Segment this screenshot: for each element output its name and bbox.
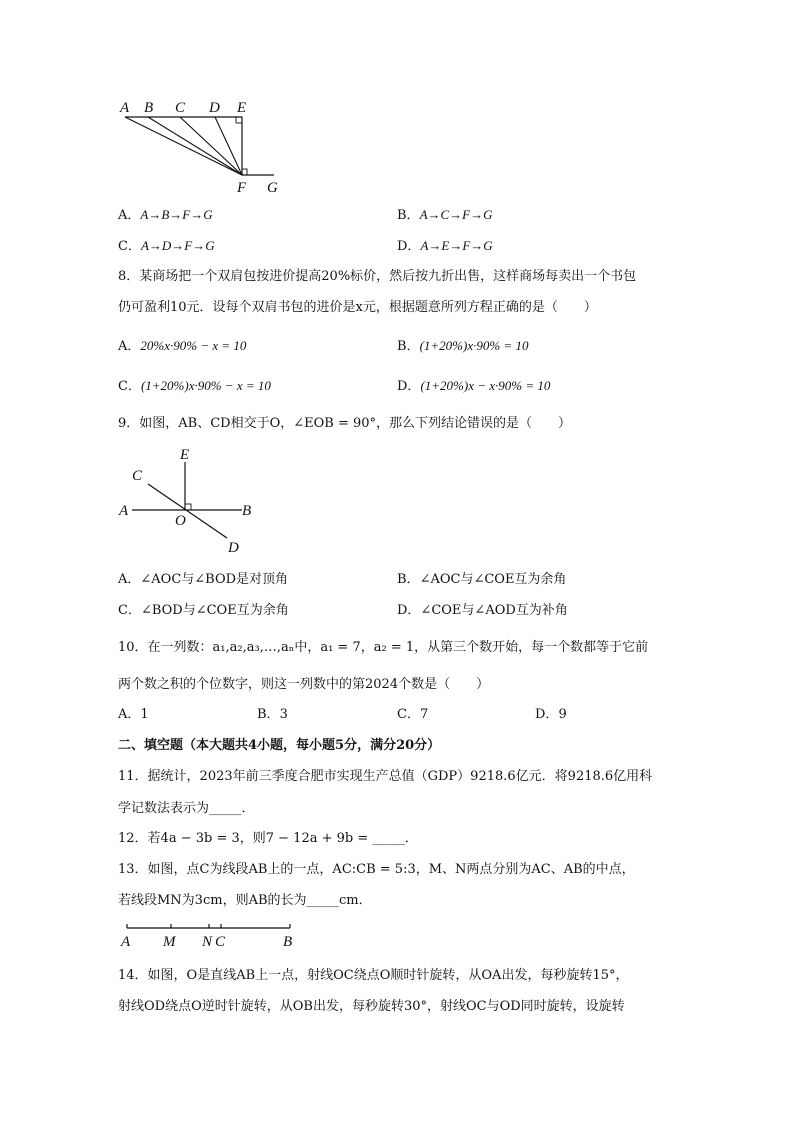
q8-option-b: B．(1+20%)x·90% = 10	[397, 338, 529, 354]
q11-stem-line2: 学记数法表示为_____．	[118, 801, 255, 816]
q9-stem: 9．如图，AB、CD相交于O，∠EOB = 90°，那么下列结论错误的是（ ）	[118, 416, 572, 431]
q14-stem-line2: 射线OD绕点O逆时针旋转，从OB出发，每秒旋转30°，射线OC与OD同时旋转，设旋转	[118, 999, 625, 1014]
label-c: C	[132, 468, 143, 484]
q8-option-c: C．(1+20%)x·90% − x = 10	[118, 378, 271, 394]
label-b: B	[144, 100, 154, 116]
label-a: A	[119, 503, 129, 519]
q9-option-a: A．∠AOC与∠BOD是对顶角	[118, 572, 289, 587]
label-n: N	[202, 934, 213, 950]
q7-option-b: B．A→C→F→G	[397, 207, 493, 223]
label-o: O	[175, 513, 186, 529]
label-a: A	[121, 934, 131, 950]
label-b: B	[242, 503, 252, 519]
label-d: D	[209, 100, 220, 116]
q8-option-a: A．20%x·90% − x = 10	[118, 338, 247, 354]
label-e: E	[237, 100, 247, 116]
q10-stem-line2: 两个数之积的个位数字，则这一列数中的第2024个数是（ ）	[118, 677, 490, 692]
q7-option-d: D．A→E→F→G	[397, 238, 493, 254]
q11-stem-line1: 11．据统计，2023年前三季度合肥市实现生产总值（GDP）9218.6亿元．将9218.6亿用科	[118, 769, 653, 784]
label-f: F	[237, 180, 247, 196]
q10-option-b: B．3	[257, 707, 288, 722]
section-heading: 二、填空题（本大题共4小题，每小题5分，满分20分）	[118, 738, 441, 753]
q8-stem-line1: 8．某商场把一个双肩包按进价提高20%标价，然后按九折出售，这样商场每卖出一个书包	[118, 269, 637, 284]
q10-option-d: D．9	[535, 707, 567, 722]
q10-stem-line1: 10．在一列数：a₁,a₂,a₃,…,aₙ中，a₁ = 7，a₂ = 1，从第三个数开始，每一个数都等于它前	[118, 640, 649, 655]
q7-figure	[116, 96, 286, 196]
q9-figure	[116, 444, 266, 556]
q13-figure	[116, 918, 306, 952]
label-c: C	[215, 934, 226, 950]
q7-option-a: A．A→B→F→G	[118, 207, 213, 223]
label-d: D	[228, 540, 239, 556]
q8-option-d: D．(1+20%)x − x·90% = 10	[397, 378, 551, 394]
q9-option-c: C．∠BOD与∠COE互为余角	[118, 603, 289, 618]
label-g: G	[267, 180, 278, 196]
q7-option-c: C．A→D→F→G	[118, 238, 215, 254]
label-m: M	[163, 934, 176, 950]
q10-option-c: C．7	[397, 707, 429, 722]
label-b: B	[283, 934, 293, 950]
label-e: E	[180, 447, 190, 463]
q13-stem-line2: 若线段MN为3cm，则AB的长为_____cm．	[118, 893, 372, 908]
label-c: C	[175, 100, 186, 116]
q9-option-b: B．∠AOC与∠COE互为余角	[397, 572, 567, 587]
q9-option-d: D．∠COE与∠AOD互为补角	[397, 603, 568, 618]
q8-stem-line2: 仍可盈利10元．设每个双肩书包的进价是x元，根据题意所列方程正确的是（ ）	[118, 300, 597, 315]
q10-option-a: A．1	[118, 707, 149, 722]
label-a: A	[120, 100, 130, 116]
q13-stem-line1: 13．如图，点C为线段AB上的一点，AC:CB = 5:3，M、N两点分别为AC、AB的中点，	[118, 862, 635, 877]
q12-stem: 12．若4a − 3b = 3，则7 − 12a + 9b = _____．	[118, 831, 418, 846]
q14-stem-line1: 14．如图，O是直线AB上一点，射线OC绕点O顺时针旋转，从OA出发，每秒旋转15°，	[118, 968, 629, 983]
